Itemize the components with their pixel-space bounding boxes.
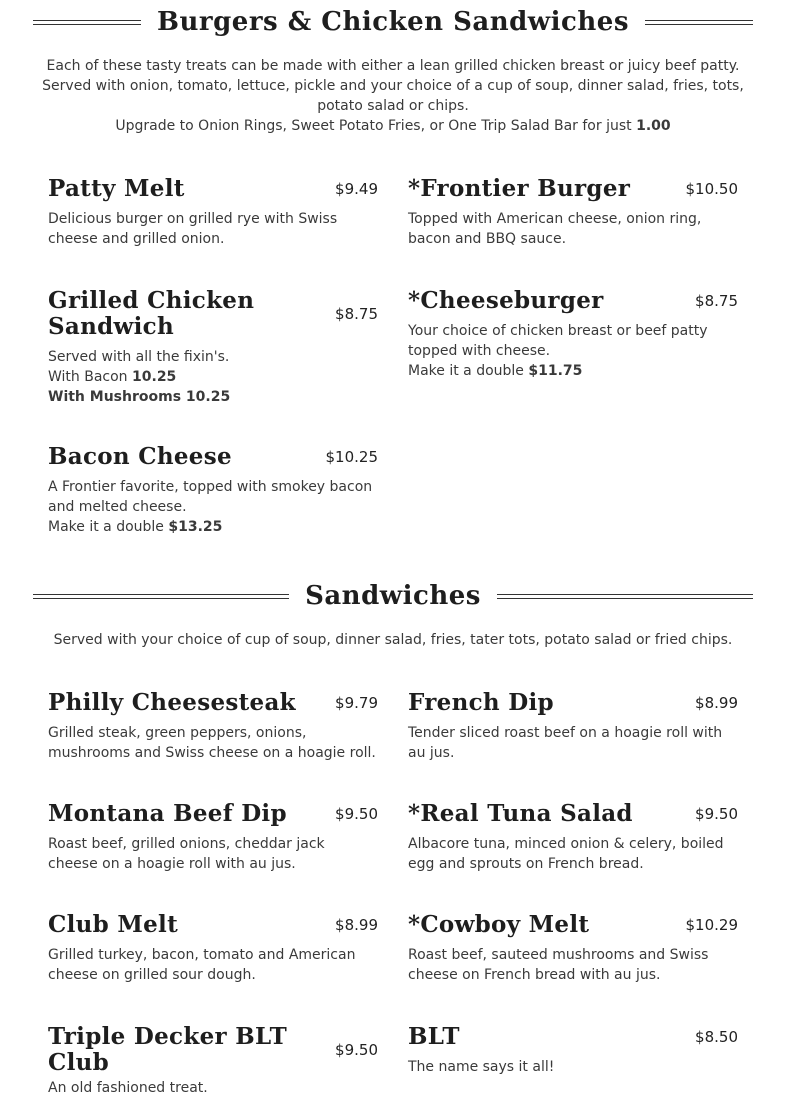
divider-right: [497, 594, 753, 599]
menu-item: [408, 912, 738, 985]
item-name: Triple Decker BLT Club: [48, 1023, 287, 1076]
item-description-text: Your choice of chicken breast or beef patty topped with cheese.: [408, 323, 708, 359]
item-description: [48, 477, 378, 537]
upgrade-text: Upgrade to Onion Rings, Sweet Potato Fries, or One Trip Salad Bar for just 1.00: [115, 118, 671, 134]
intro-text: Served with onion, tomato, lettuce, pickle and your choice of a cup of soup, dinner salad, fries, tots, potato salad or chips.: [42, 78, 744, 114]
item-price: $10.50: [685, 180, 738, 198]
menu-item: [48, 912, 378, 985]
section-title: Sandwiches: [305, 581, 481, 611]
item-description: Grilled turkey, bacon, tomato and American cheese on grilled sour dough.: [48, 947, 356, 983]
item-name: French Dip: [408, 689, 554, 716]
item-name: BLT: [408, 1023, 460, 1050]
divider-right: [645, 20, 753, 25]
menu-item: [408, 176, 738, 249]
item-price: $9.50: [335, 805, 378, 823]
item-price: $8.99: [695, 694, 738, 712]
item-addon: With Mushrooms 10.25: [48, 389, 231, 405]
section-title: Burgers & Chicken Sandwiches: [157, 7, 629, 37]
item-price: $10.29: [685, 916, 738, 934]
burgers-section-header: [33, 2, 753, 42]
menu-item: [48, 690, 378, 763]
menu-item: [408, 801, 738, 874]
item-description: Tender sliced roast beef on a hoagie roll with au jus.: [408, 725, 723, 761]
item-description-text: A Frontier favorite, topped with smokey bacon and melted cheese.: [48, 479, 373, 515]
item-name: Philly Cheesesteak: [48, 689, 296, 716]
upgrade-price: 1.00: [636, 118, 671, 134]
menu-item: [48, 444, 378, 537]
item-name: *Real Tuna Salad: [408, 800, 633, 827]
item-price: $8.75: [695, 292, 738, 310]
item-description: [408, 321, 738, 381]
item-description: The name says it all!: [408, 1059, 555, 1075]
menu-item: [48, 1024, 378, 1098]
menu-item: [408, 1024, 738, 1077]
item-description: [48, 347, 378, 407]
item-name: *Cowboy Melt: [408, 911, 590, 938]
item-name: Montana Beef Dip: [48, 800, 287, 827]
item-description: Roast beef, grilled onions, cheddar jack cheese on a hoagie roll with au jus.: [48, 836, 325, 872]
item-name: *Cheeseburger: [408, 287, 604, 314]
item-description: Grilled steak, green peppers, onions, mushrooms and Swiss cheese on a hoagie roll.: [48, 725, 376, 761]
item-description: An old fashioned treat.: [48, 1080, 208, 1096]
item-price: $9.50: [335, 1041, 378, 1059]
item-description: Roast beef, sauteed mushrooms and Swiss cheese on French bread with au jus.: [408, 947, 709, 983]
item-description-text: Served with all the fixin's.: [48, 349, 230, 365]
item-price: $10.25: [325, 448, 378, 466]
item-name: Bacon Cheese: [48, 443, 232, 470]
item-description: Albacore tuna, minced onion & celery, boiled egg and sprouts on French bread.: [408, 836, 724, 872]
divider-left: [33, 594, 289, 599]
intro-text: Served with your choice of cup of soup, dinner salad, fries, tater tots, potato salad or fried chips.: [53, 632, 733, 648]
item-double-option: Make it a double $11.75: [408, 363, 583, 379]
menu-item: [48, 176, 378, 249]
item-price: $9.79: [335, 694, 378, 712]
sandwiches-section-header: [33, 576, 753, 616]
intro-text: Each of these tasty treats can be made with either a lean grilled chicken breast or juicy beef patty.: [46, 58, 740, 74]
menu-item: [48, 801, 378, 874]
item-name: *Frontier Burger: [408, 175, 631, 202]
item-name: Grilled Chicken Sandwich: [48, 287, 255, 340]
menu-item: [408, 288, 738, 381]
item-description: Delicious burger on grilled rye with Swiss cheese and grilled onion.: [48, 211, 338, 247]
item-name: Patty Melt: [48, 175, 185, 202]
menu-item: [48, 288, 378, 407]
item-price: $9.49: [335, 180, 378, 198]
item-price: $8.99: [335, 916, 378, 934]
item-price: $8.50: [695, 1028, 738, 1046]
item-double-option: Make it a double $13.25: [48, 519, 223, 535]
item-price: $9.50: [695, 805, 738, 823]
item-name: Club Melt: [48, 911, 179, 938]
item-price: $8.75: [335, 305, 378, 323]
sandwiches-intro: [33, 630, 753, 650]
item-addon: With Bacon 10.25: [48, 369, 177, 385]
menu-item: [408, 690, 738, 763]
burgers-intro: [33, 56, 753, 136]
divider-left: [33, 20, 141, 25]
item-description: Topped with American cheese, onion ring, bacon and BBQ sauce.: [408, 211, 702, 247]
